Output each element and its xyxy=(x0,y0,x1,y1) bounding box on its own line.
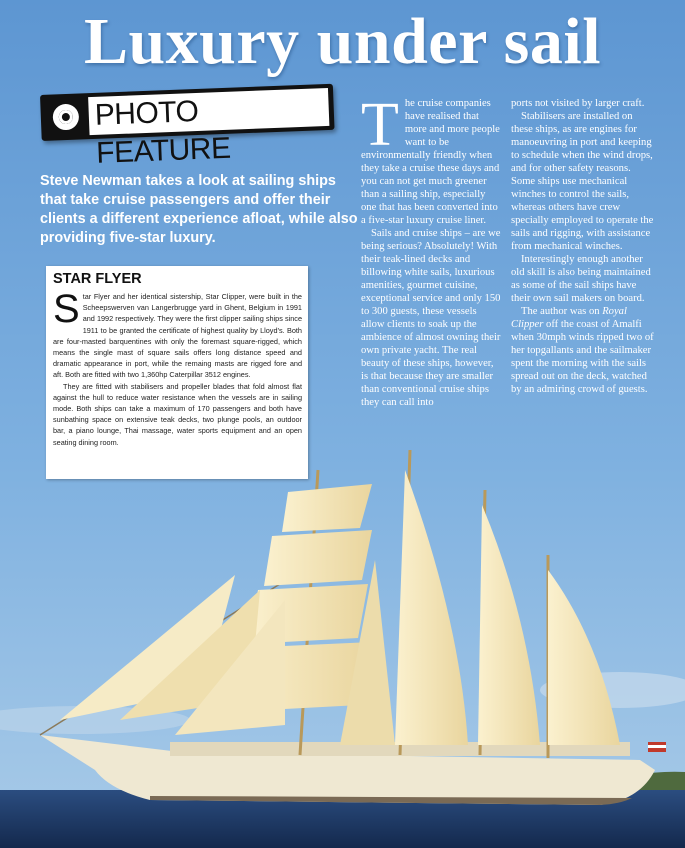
badge-label: PHOTO FEATURE xyxy=(88,88,329,135)
body-dropcap: T xyxy=(361,91,399,159)
page-title: Luxury under sail xyxy=(83,5,602,78)
standfirst: Steve Newman takes a look at sailing ships that take cruise passengers and offer their clients a different experience afloat, while also providing five-star luxury. xyxy=(40,173,358,246)
sidebar-dropcap: S xyxy=(53,287,80,331)
sidebar-heading: STAR FLYER xyxy=(53,271,142,287)
camera-lens-icon xyxy=(52,104,79,131)
sidebar-paragraph-text: tar Flyer and her identical sistership, Star Clipper, were built in the Scheepswerven van Langerbrugge yard in Ghent, Belgium in 1991 and 1992 respectively. They were the first clipper sailing ships since 1911 to be granted the certificate of highest quality by Lloyd’s. Both are four-masted barquentines with only the foremast square-rigged, which means the single mast of square sails offers long distance speed and dramatic appearance in port, while the remaing masts are rigged fore and aft. Both are fitted with two 1,360hp Caterpillar 3512 engines. xyxy=(53,292,302,380)
body-paragraph: ports not visited by larger craft. xyxy=(511,98,645,109)
body-paragraph-text: he cruise companies have realised that more and more people want to be environmentally friendly when they take a cruise these days and you can not get much greener than a sailing ship, especially one that has been converted into a five-star luxury cruise liner. xyxy=(361,98,500,226)
body-column-2 xyxy=(511,97,656,396)
body-text: The author was on xyxy=(521,306,603,317)
body-column-1 xyxy=(361,91,501,409)
body-paragraph xyxy=(361,91,501,227)
body-text: off the coast of Amalfi when 30mph winds ripped two of her topgallants and the sailmaker spent the morning with the sails spread out on the deck, watched by an admiring crowd of guests. xyxy=(511,319,654,395)
body-paragraph: Interestingly enough another old skill is also being maintained as some of the sail ships have their own sail makers on board. xyxy=(511,254,651,304)
sidebar-paragraph: They are fitted with stabilisers and propeller blades that fold almost flat against the hull to reduce water resistance when the vessels are in sailing mode. Both ships can take a maximum of 170 passengers and both have sunbathing space on extensive teak decks, two plunge pools, an outdoor bar, a piano lounge, Thai massage, water sports equipment and an open seating dining room. xyxy=(53,381,302,447)
star-flyer-sidebar xyxy=(46,266,308,479)
ship-name: Royal Clipper xyxy=(511,306,627,330)
sidebar-paragraph xyxy=(53,287,302,381)
body-paragraph xyxy=(511,305,656,396)
body-paragraph: Stabilisers are installed on these ships, as are engines for manoeuvring in port and keeping to schedule when the wind drops, and for other safety reasons. Some ships use mechanical winches to control the sails, whereas others have crew specially employed to operate the sails and rigging, with assistance from mechanical winches. xyxy=(511,111,654,252)
body-paragraph: Sails and cruise ships – are we being serious? Absolutely! With their teak-lined decks and billowing white sails, luxurious amenities, gourmet cuisine, exceptional service and only 150 to 300 guests, these vessels allow clients to soak up the ambience of almost owning their own private yacht. The real beauty of these ships, however, is that because they are smaller than conventional cruise ships they can call into xyxy=(361,228,501,408)
